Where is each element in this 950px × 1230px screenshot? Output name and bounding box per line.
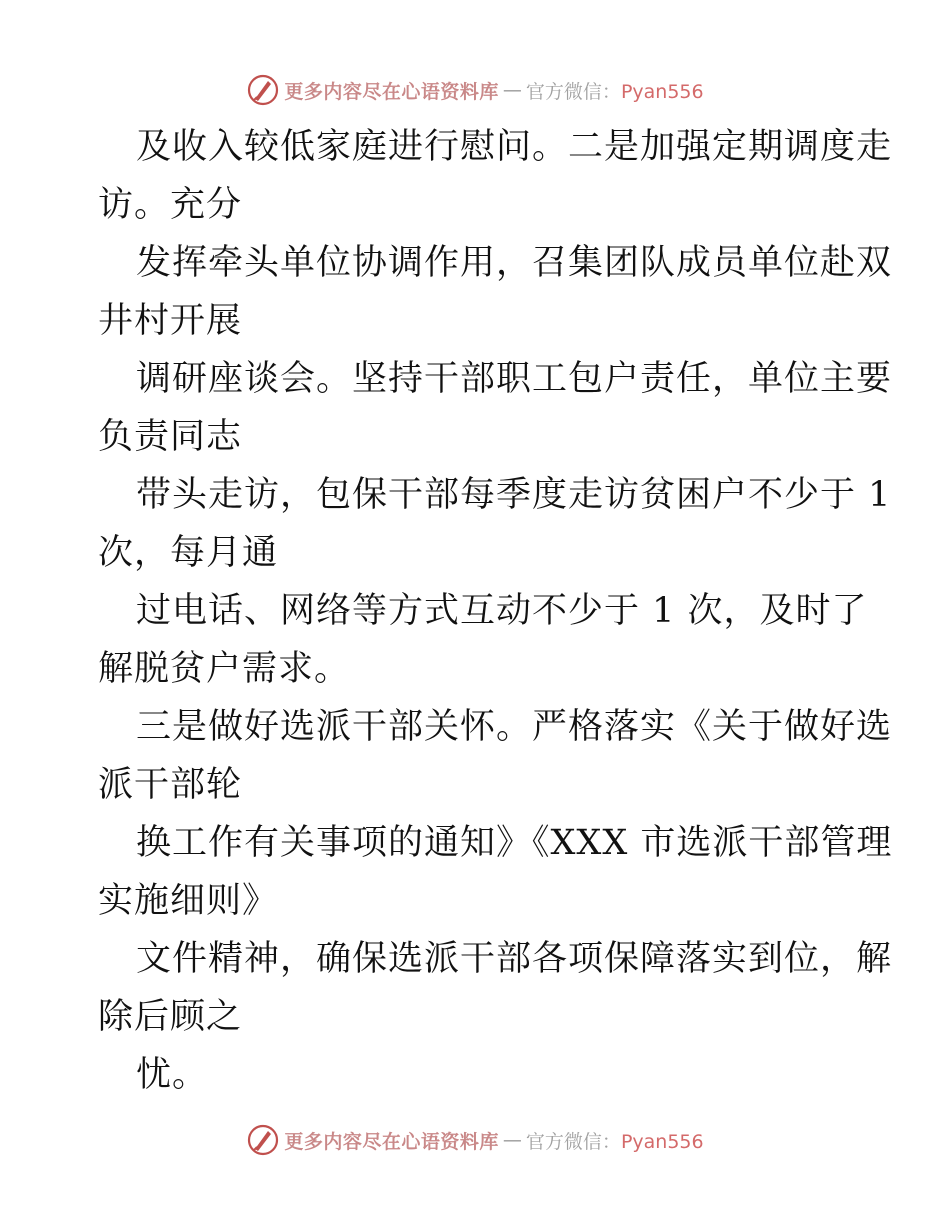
text-line: 派干部轮 xyxy=(98,765,243,805)
text-line: 换工作有关事项的通知》《XXX 市选派干部管理 xyxy=(136,823,893,863)
text-line: 过电话、网络等方式互动不少于 1 次，及时了 xyxy=(136,591,868,631)
watermark-text: 更多内容尽在心语资料库 xyxy=(284,80,499,103)
text-line: 发挥牵头单位协调作用，召集团队成员单位赴双 xyxy=(136,243,893,283)
text-line: 访。充分 xyxy=(98,185,243,225)
text-line: 实施细则》 xyxy=(98,881,279,921)
text-line: 忧。 xyxy=(136,1055,209,1095)
watermark-contact-id: Pyan556 xyxy=(620,1130,704,1153)
quill-logo-icon xyxy=(246,1123,280,1157)
footer-watermark xyxy=(0,1120,950,1160)
text-line: 除后顾之 xyxy=(98,997,243,1037)
watermark-separator: — xyxy=(502,1129,522,1151)
text-line: 带头走访，包保干部每季度走访贫困户不少于 1 xyxy=(136,475,892,515)
text-line: 文件精神，确保选派干部各项保障落实到位，解 xyxy=(136,939,893,979)
watermark-separator: — xyxy=(502,79,522,101)
watermark-contact xyxy=(526,77,704,104)
watermark-contact-label: 官方微信： xyxy=(525,80,621,103)
watermark-text: 更多内容尽在心语资料库 xyxy=(284,1130,499,1153)
watermark-contact xyxy=(526,1127,704,1154)
watermark-contact-id: Pyan556 xyxy=(620,80,704,103)
text-line: 三是做好选派干部关怀。严格落实《关于做好选 xyxy=(136,707,893,747)
text-line: 解脱贫户需求。 xyxy=(98,649,351,689)
quill-logo-icon xyxy=(246,73,280,107)
text-line: 井村开展 xyxy=(98,301,243,341)
header-watermark xyxy=(0,70,950,110)
text-line: 次，每月通 xyxy=(98,533,279,573)
text-line: 及收入较低家庭进行慰问。二是加强定期调度走 xyxy=(136,127,893,167)
watermark-contact-label: 官方微信： xyxy=(525,1130,621,1153)
text-line: 调研座谈会。坚持干部职工包户责任，单位主要 xyxy=(136,359,893,399)
text-line: 负责同志 xyxy=(98,417,243,457)
document-body xyxy=(98,118,893,1104)
